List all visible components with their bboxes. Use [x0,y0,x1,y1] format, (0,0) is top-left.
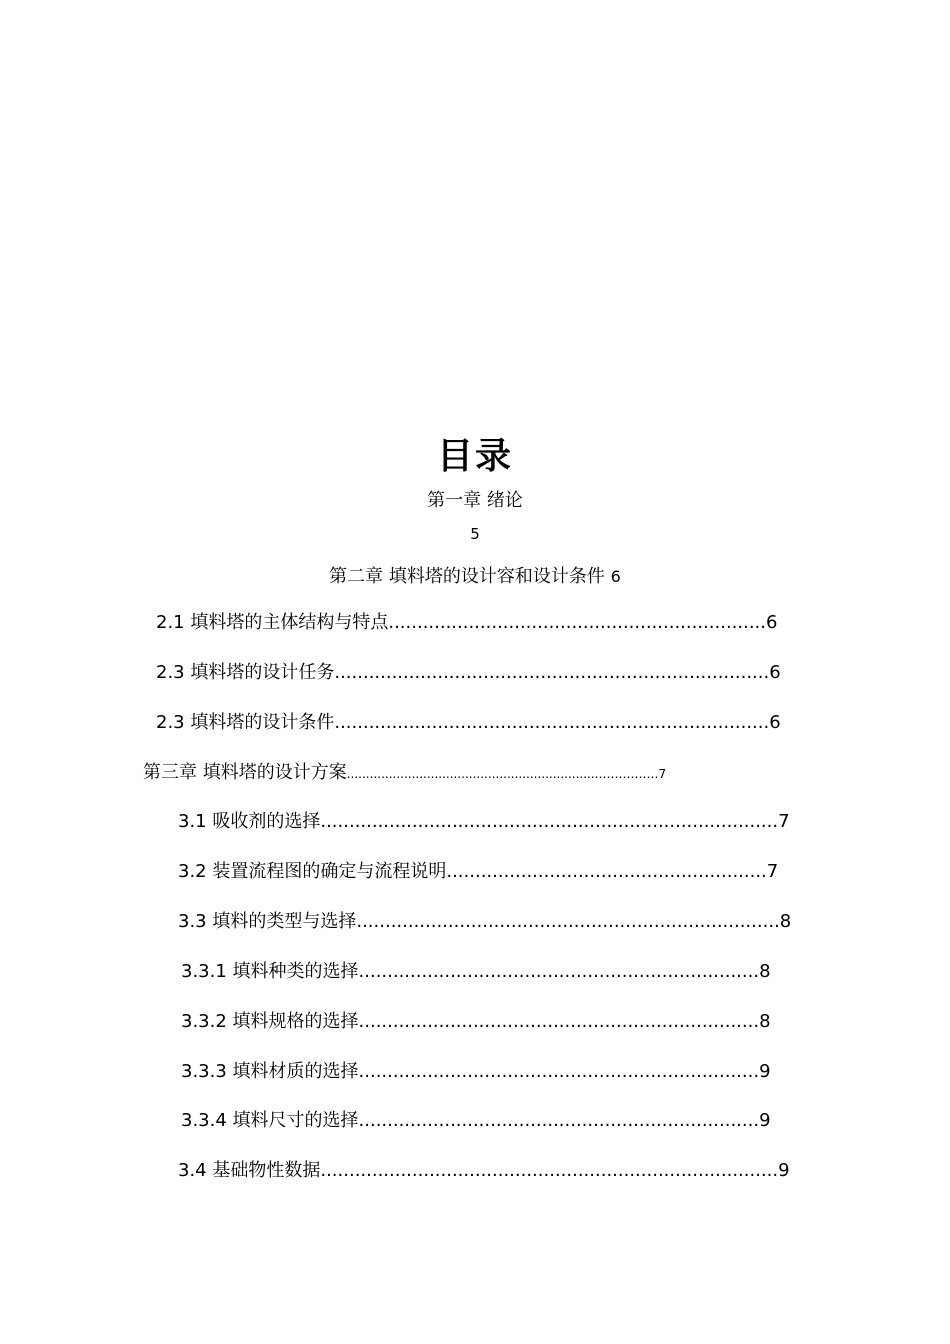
toc-entry[interactable] [181,1060,771,1084]
toc-entry[interactable] [156,711,781,735]
toc-entry-label: 3.3.1 填料种类的选择 [181,961,359,982]
toc-leader-dots: ...................................................................... [358,961,760,982]
toc-leader-dots: ..................................................................…………… [346,767,659,781]
chapter-2-label: 第二章 填料塔的设计容和设计条件 [329,566,605,587]
toc-leader-dots: ...................................................................... [358,1011,760,1032]
toc-entry-page: 9 [778,1160,790,1181]
toc-entry[interactable] [181,960,771,984]
chapter-1-label: 第一章 绪论 [427,490,523,511]
toc-leader-dots: ................................................................................ [320,811,779,832]
toc-entry[interactable] [181,1109,771,1133]
toc-entry-page: 8 [759,1011,771,1032]
toc-entry-page: 9 [759,1110,771,1131]
toc-entry[interactable] [143,761,666,786]
chapter-1-page: 5 [470,525,480,543]
toc-leader-dots: ...................................................................... [358,1110,760,1131]
toc-entry-page: 7 [766,861,779,882]
toc-entry-label: 第三章 填料塔的设计方案 [143,762,347,783]
toc-leader-dots: ............................................................................ [334,712,770,733]
toc-entry-label: 3.2 装置流程图的确定与流程说明 [178,861,447,882]
toc-entry[interactable] [178,810,790,834]
toc-entry[interactable] [178,1159,790,1183]
chapter-2-line [0,562,950,588]
toc-entry-label: 2.3 填料塔的设计条件 [156,712,335,733]
toc-entry-page: 8 [779,911,792,932]
toc-title: 目录 [436,436,513,477]
toc-leader-dots: ...................................................................... [358,1061,760,1082]
toc-entry[interactable] [178,860,778,884]
toc-entry-label: 3.1 吸收剂的选择 [178,811,321,832]
toc-entry-page: 9 [759,1061,771,1082]
toc-entry-label: 3.4 基础物性数据 [178,1160,321,1181]
toc-entry-page: 6 [769,662,781,683]
toc-entry-label: 3.3.2 填料规格的选择 [181,1011,359,1032]
toc-entry-page: 6 [766,612,778,633]
toc-leader-dots: ........................................................ [446,861,767,882]
toc-entry-page: 6 [769,712,781,733]
toc-entry-label: 2.1 填料塔的主体结构与特点 [156,612,389,633]
toc-leader-dots: .................................................................. [388,612,766,633]
toc-entry[interactable] [181,1010,771,1034]
toc-entry-label: 3.3.4 填料尺寸的选择 [181,1110,359,1131]
toc-entry-label: 3.3 填料的类型与选择 [178,911,357,932]
toc-entry-label: 3.3.3 填料材质的选择 [181,1061,359,1082]
toc-entry[interactable] [178,910,791,934]
toc-entry[interactable] [156,661,781,685]
toc-entry-page: 7 [778,811,790,832]
toc-leader-dots: .......................................................................... [356,911,780,932]
chapter-2-page: 6 [610,567,621,586]
toc-leader-dots: ................................................................................ [320,1160,779,1181]
toc-entry-page: 7 [658,767,667,781]
toc-entry[interactable] [156,611,777,635]
toc-entry-page: 8 [759,961,771,982]
toc-entry-label: 2.3 填料塔的设计任务 [156,662,335,683]
toc-leader-dots: ............................................................................ [334,662,770,683]
